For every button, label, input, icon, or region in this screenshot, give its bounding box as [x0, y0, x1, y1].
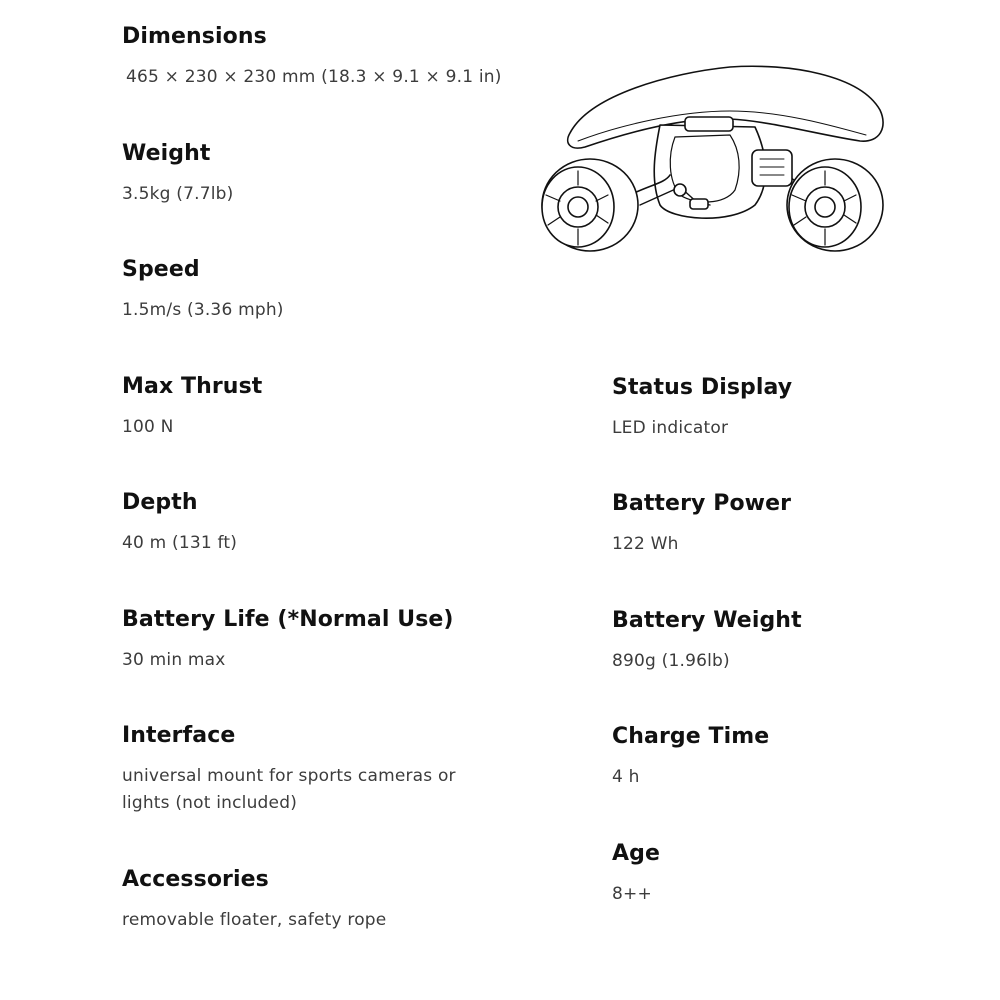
spec-value: 30 min max: [122, 650, 226, 670]
spec-value: 122 Wh: [612, 534, 679, 554]
spec-label: Status Display: [612, 375, 793, 400]
spec-value: 890g (1.96lb): [612, 651, 730, 671]
spec-age: [612, 841, 660, 908]
spec-depth: [122, 490, 237, 557]
spec-label: Battery Weight: [612, 608, 802, 633]
spec-value: LED indicator: [612, 418, 729, 438]
spec-battery-life: [122, 607, 454, 674]
spec-value: removable floater, safety rope: [122, 910, 387, 930]
spec-battery-weight: [612, 608, 802, 675]
spec-speed: [122, 257, 284, 324]
spec-value: 3.5kg (7.7lb): [122, 184, 234, 204]
spec-interface: [122, 723, 482, 817]
spec-value: 8++: [612, 884, 652, 904]
spec-label: Interface: [122, 723, 236, 748]
spec-max-thrust: [122, 374, 262, 441]
spec-charge-time: [612, 724, 769, 791]
spec-label: Battery Life (*Normal Use): [122, 607, 454, 632]
spec-label: Depth: [122, 490, 198, 515]
spec-label: Max Thrust: [122, 374, 263, 399]
spec-label: Battery Power: [612, 491, 792, 516]
spec-label: Dimensions: [122, 24, 267, 49]
spec-status-display: [612, 375, 792, 442]
spec-label: Accessories: [122, 867, 269, 892]
spec-dimensions: [122, 24, 502, 91]
spec-value: 100 N: [122, 417, 174, 437]
spec-accessories: [122, 867, 386, 934]
spec-label: Speed: [122, 257, 200, 282]
spec-weight: [122, 141, 234, 208]
spec-value: 4 h: [612, 767, 640, 787]
spec-value: universal mount for sports cameras or lights (not included): [122, 766, 456, 813]
spec-label: Charge Time: [612, 724, 770, 749]
spec-battery-power: [612, 491, 791, 558]
spec-value: 465 × 230 × 230 mm (18.3 × 9.1 × 9.1 in): [126, 67, 502, 87]
spec-label: Age: [612, 841, 660, 866]
underwater-scooter-illustration: [530, 55, 900, 265]
spec-label: Weight: [122, 141, 211, 166]
spec-value: 40 m (131 ft): [122, 533, 238, 553]
spec-value: 1.5m/s (3.36 mph): [122, 300, 284, 320]
